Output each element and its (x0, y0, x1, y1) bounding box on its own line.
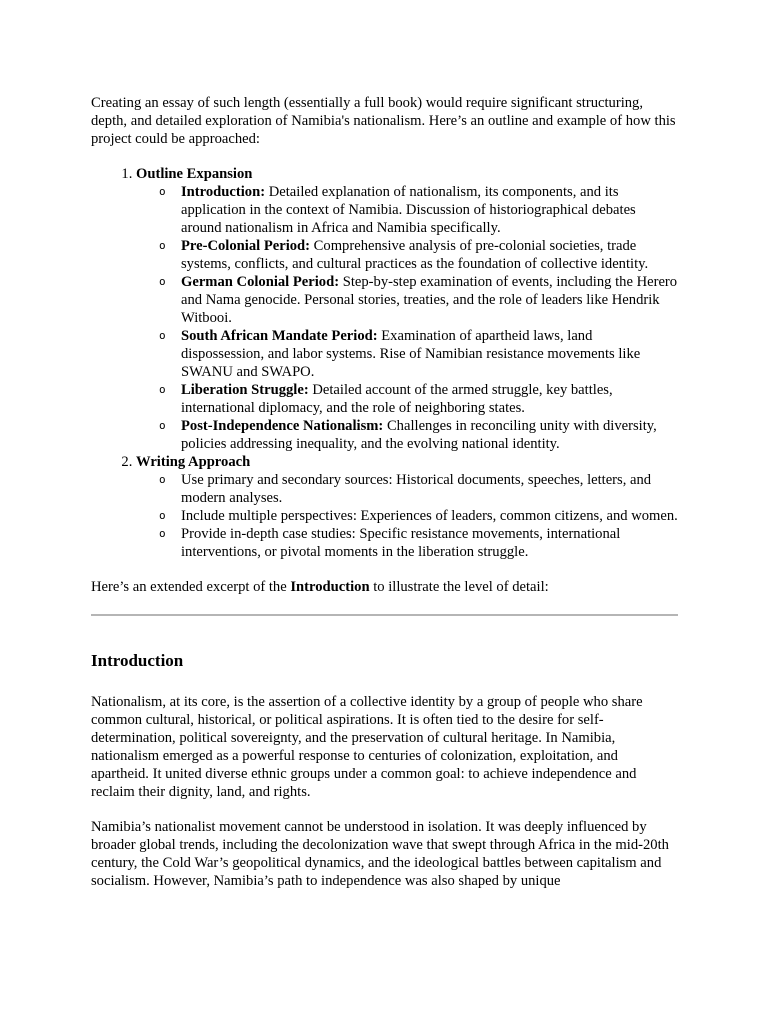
item-text: Provide in-depth case studies: Specific resistance movements, international interventions, or pivotal moments in the liberation struggle. (181, 526, 621, 560)
excerpt-before: Here’s an extended excerpt of the (91, 579, 291, 595)
list-item (181, 327, 678, 381)
item-text: Challenges in reconciling unity with diversity, policies addressing inequality, and the evolving national identity. (181, 418, 657, 452)
section-title: Outline Expansion (136, 166, 253, 182)
item-lead: Post-Independence Nationalism: (181, 418, 384, 434)
section-heading: Introduction (91, 651, 184, 670)
item-text: Include multiple perspectives: Experiences of leaders, common citizens, and women. (181, 508, 678, 524)
item-lead: Liberation Struggle: (181, 382, 309, 398)
outline-section (136, 453, 678, 561)
item-lead: Introduction: (181, 184, 266, 200)
list-item (181, 237, 678, 273)
intro-paragraph: Creating an essay of such length (essentially a full book) would require significant structuring, depth, and detailed exploration of Namibia's nationalism. Here’s an outline and example of how this project could be approached: (91, 95, 676, 147)
item-text: Use primary and secondary sources: Historical documents, speeches, letters, and modern analyses. (181, 472, 652, 506)
list-item (181, 381, 678, 417)
list-item (181, 525, 678, 561)
item-lead: Pre-Colonial Period: (181, 238, 311, 254)
section-title: Writing Approach (136, 454, 251, 470)
horizontal-rule (91, 614, 678, 616)
excerpt-bold: Introduction (290, 579, 370, 595)
list-item (181, 417, 678, 453)
list-item (181, 273, 678, 327)
item-text: Detailed explanation of nationalism, its components, and its application in the context of Namibia. Discussion of historiographical debates around nationalism in Africa and Namibia specifically. (181, 184, 636, 236)
excerpt-after: to illustrate the level of detail: (369, 579, 549, 595)
outline-list (91, 165, 678, 561)
body-paragraph: Nationalism, at its core, is the assertion of a collective identity by a group of people who share common cultural, historical, or political aspirations. It is often tied to the desire for self-determination, political sovereignty, and the preservation of cultural heritage. In Namibia, nationalism emerged as a powerful response to centuries of colonization, exploitation, and apartheid. It united diverse ethnic groups under a common goal: to achieve independence and reclaim their dignity, land, and rights. (91, 694, 643, 800)
item-lead: South African Mandate Period: (181, 328, 378, 344)
item-lead: German Colonial Period: (181, 274, 340, 290)
excerpt-intro-line (91, 578, 678, 596)
item-text: Comprehensive analysis of pre-colonial societies, trade systems, conflicts, and cultural practices as the foundation of collective identity. (181, 238, 649, 272)
item-text: Detailed account of the armed struggle, key battles, international diplomacy, and the role of neighboring states. (181, 382, 613, 416)
list-item (181, 507, 678, 525)
item-text: Step-by-step examination of events, including the Herero and Nama genocide. Personal stories, treaties, and the role of leaders like Hendrik Witbooi. (181, 274, 678, 326)
sub-list (136, 471, 678, 561)
item-text: Examination of apartheid laws, land dispossession, and labor systems. Rise of Namibian resistance movements like SWANU and SWAPO. (181, 328, 641, 380)
list-item (181, 471, 678, 507)
outline-section (136, 165, 678, 453)
body-paragraph: Namibia’s nationalist movement cannot be understood in isolation. It was deeply influenced by broader global trends, including the decolonization wave that swept through Africa in the mid-20th century, the Cold War’s geopolitical dynamics, and the ideological battles between capitalism and socialism. However, Namibia’s path to independence was also shaped by unique (91, 819, 669, 889)
list-item (181, 183, 678, 237)
sub-list (136, 183, 678, 453)
